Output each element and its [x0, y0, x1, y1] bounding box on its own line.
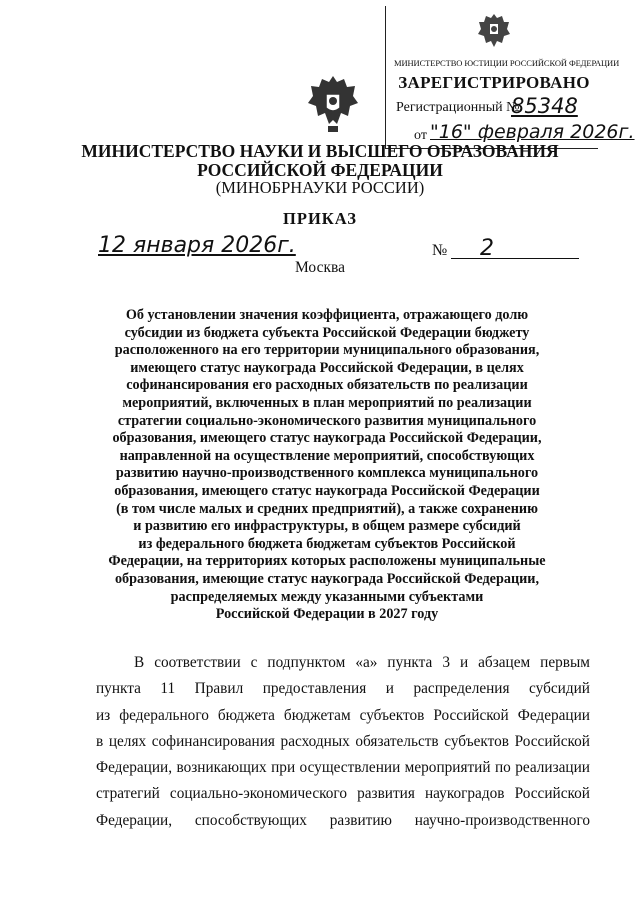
- body-line: Федерации, способствующих развитию научно-производственного: [96, 811, 590, 829]
- title-line: образования, имеющего статус наукограда Российской Федерации,: [112, 430, 542, 447]
- title-line: распределяемых между указанными субъектами: [170, 588, 484, 605]
- body-line: Федерации, возникающих при осуществлении мероприятий по реализации: [96, 759, 590, 777]
- title-line: субсидии из бюджета субъекта Российской Федерации бюджету: [124, 324, 530, 341]
- title-line: Российской Федерации в 2027 году: [215, 606, 439, 623]
- title-line: направленной на осуществление мероприятий, способствующих: [119, 447, 535, 464]
- title-line: расположенного на его территории муниципального образования,: [114, 342, 540, 359]
- title-line: и развитию его инфраструктуры, в общем размере субсидий: [133, 518, 521, 535]
- order-date: 12 января 2026г.: [98, 233, 296, 258]
- order-body: [96, 650, 590, 834]
- body-line: В соответствии с подпунктом «а» пункта 3 и абзацем первым: [134, 654, 590, 671]
- stamp-date-value: "16" февраля 2026г.: [430, 121, 635, 143]
- stamp-date-label: от: [414, 128, 427, 143]
- title-line: мероприятий, включенных в план мероприятий по реализации: [122, 394, 532, 411]
- stamp-ministry-name: МИНИСТЕРСТВО ЮСТИЦИИ РОССИЙСКОЙ ФЕДЕРАЦИИ: [394, 58, 620, 68]
- stamp-registered-label: ЗАРЕГИСТРИРОВАНО: [398, 73, 590, 92]
- order-number-label: №: [432, 242, 448, 259]
- order-title: ПРИКАЗ: [283, 209, 357, 228]
- body-line: в целях софинансирования расходных обязательств субъектов Российской: [96, 732, 590, 750]
- stamp-regnum-label: Регистрационный №: [396, 100, 520, 115]
- title-line: образования, имеющего статус наукограда Российской Федерации: [114, 482, 540, 499]
- coat-of-arms-icon: [476, 10, 512, 50]
- stamp-regnum-value: 85348: [511, 94, 578, 118]
- title-line: развитию научно-производственного комплекса муниципального: [115, 465, 539, 482]
- order-city: Москва: [295, 259, 345, 276]
- title-line: (в том числе малых и средних предприятий), а также сохранению: [116, 500, 538, 517]
- title-line: из федерального бюджета бюджетам субъектов Российской: [138, 535, 516, 552]
- ministry-name-line2: РОССИЙСКОЙ ФЕДЕРАЦИИ: [197, 160, 443, 180]
- registration-stamp: [385, 6, 635, 149]
- ministry-name-line1: МИНИСТЕРСТВО НАУКИ И ВЫСШЕГО ОБРАЗОВАНИЯ: [81, 141, 559, 161]
- title-line: Об установлении значения коэффициента, отражающего долю: [125, 307, 529, 323]
- title-line: Федерации, на территориях которых расположены муниципальные: [108, 553, 546, 570]
- ministry-short-name: (МИНОБРНАУКИ РОССИИ): [215, 178, 425, 197]
- title-line: софинансирования его расходных обязательств по реализации: [126, 377, 528, 394]
- title-line: стратегии социально-экономического развития муниципального: [117, 412, 537, 429]
- order-number-value: 2: [480, 236, 494, 261]
- body-line: пункта 11 Правил предоставления и распределения субсидий: [96, 680, 590, 698]
- title-line: образования, имеющие статус наукограда Российской Федерации,: [114, 570, 540, 587]
- body-line: из федерального бюджета бюджетам субъектов Российской Федерации: [96, 706, 590, 724]
- state-emblem-icon: [306, 74, 360, 136]
- order-subject-title: [96, 307, 558, 624]
- title-line: имеющего статус наукограда Российской Федерации, в целях: [130, 359, 524, 376]
- body-line: стратегий социально-экономического развития наукоградов Российской: [96, 785, 590, 803]
